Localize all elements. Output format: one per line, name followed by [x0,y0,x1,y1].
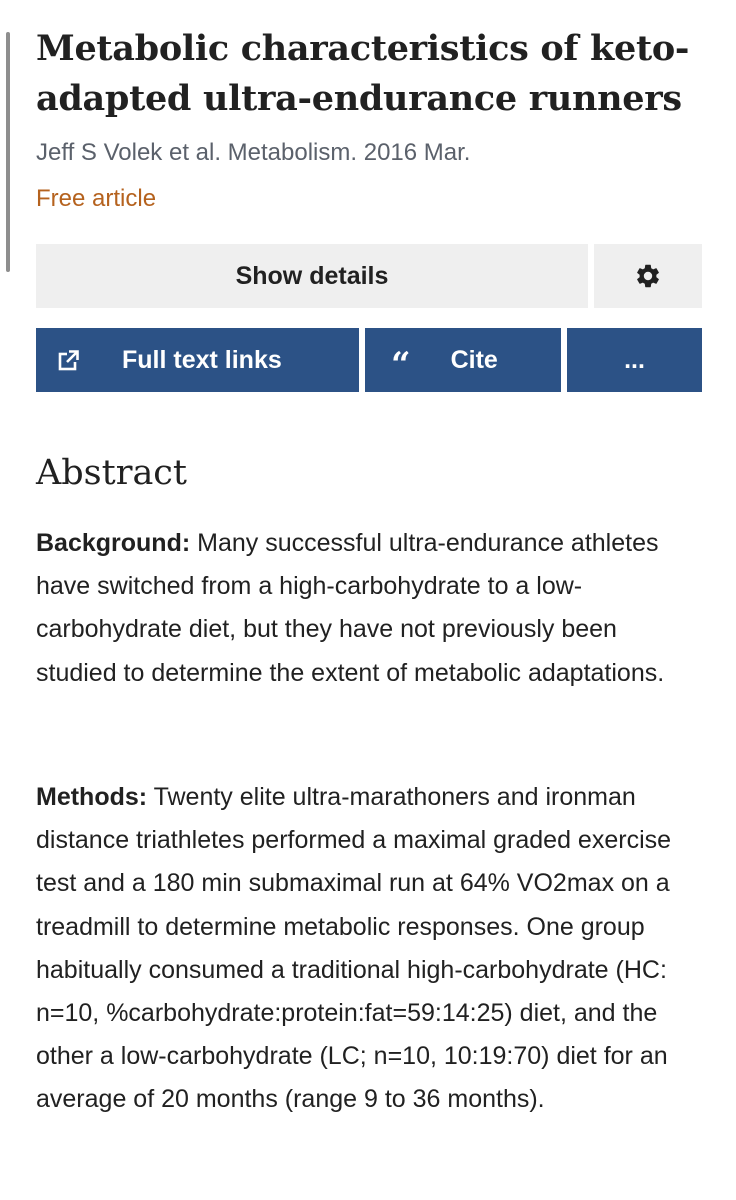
authors-journal[interactable]: Jeff S Volek et al. Metabolism. 2016 Mar. [36,139,471,166]
external-link-icon [58,349,80,371]
cite-label: Cite [450,345,498,374]
more-actions-button[interactable] [567,328,702,392]
quote-icon: “ [391,345,411,385]
article-header [36,24,702,216]
more-label: ... [624,345,645,374]
abstract-background [36,522,704,695]
actions-row [36,328,702,392]
show-details-button[interactable] [36,244,588,308]
abstract-methods [36,776,704,1122]
background-text: Many successful ultra-endurance athletes have switched from a high-carbohydrate to a low-carbohydrate diet, but they have not previously been studied to determine the extent of metabolic adaptations. [36,529,665,687]
free-article-label: Free article [36,185,157,212]
scrollbar[interactable] [6,32,10,272]
show-details-label: Show details [235,261,389,290]
settings-button[interactable] [594,244,702,308]
background-label: Background: [36,529,191,557]
article-title: Metabolic characteristics of keto-adapted ultra-endurance runners [36,28,690,119]
methods-text: Twenty elite ultra-marathoners and ironman distance triathletes performed a maximal graded exercise test and a 180 min submaximal run at 64% VO2max on a treadmill to determine metabolic responses. One group habitually consumed a traditional high-carbohydrate (HC: n=10, %carbohydrate:protein:fat=59:14:25) diet, and the other a low-carbohydrate (LC; n=10, 10:19:70) diet for an average of 20 months (range 9 to 36 months). [36,783,672,1114]
full-text-links-label: Full text links [122,345,282,374]
full-text-links-button[interactable] [36,328,359,392]
gear-icon [634,262,662,290]
methods-label: Methods: [36,783,148,811]
details-row [36,244,702,308]
abstract-heading: Abstract [36,453,187,493]
cite-button[interactable] [365,328,561,392]
